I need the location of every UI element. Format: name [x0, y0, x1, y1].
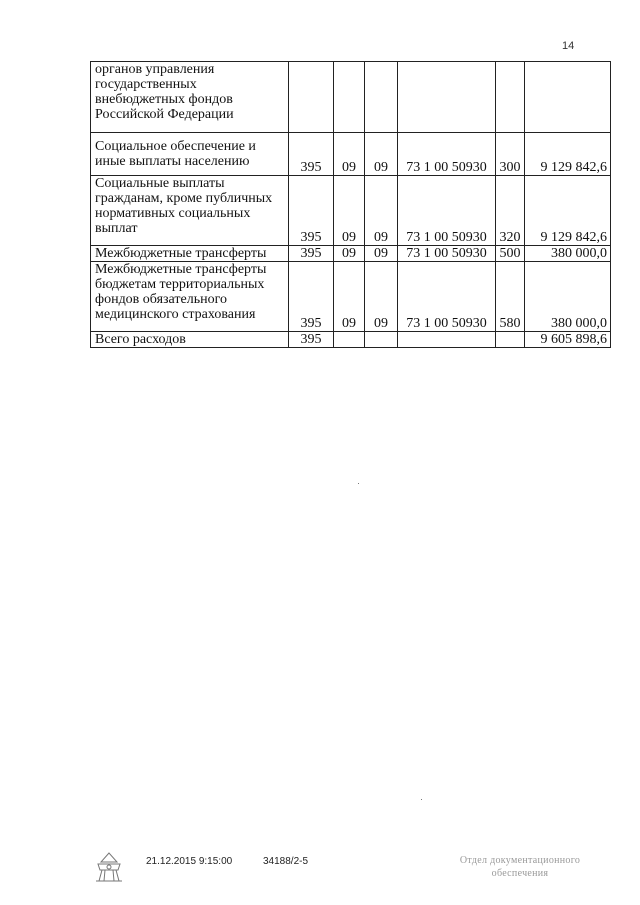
cell-sum [525, 62, 611, 133]
row-name: Межбюджетные трансферты [91, 246, 289, 262]
cell-pr [365, 332, 398, 348]
cell-rz [334, 62, 365, 133]
cell-ved: 395 [289, 176, 334, 246]
cell-vr: 320 [496, 176, 525, 246]
cell-sum: 380 000,0 [525, 262, 611, 332]
cell-csr: 73 1 00 50930 [398, 246, 496, 262]
cell-pr: 09 [365, 246, 398, 262]
cell-vr [496, 62, 525, 133]
row-name: Межбюджетные трансферты бюджетам территориальных фондов обязательного медицинского страхования [91, 262, 289, 332]
cell-pr: 09 [365, 133, 398, 176]
cell-sum: 9 129 842,6 [525, 133, 611, 176]
cell-ved: 395 [289, 246, 334, 262]
cell-ved: 395 [289, 332, 334, 348]
cell-vr: 580 [496, 262, 525, 332]
cell-vr [496, 332, 525, 348]
stamp-line: Отдел документационного [459, 855, 581, 866]
cell-csr [398, 62, 496, 133]
footer-datetime: 21.12.2015 9:15:00 [146, 856, 233, 867]
row-name: органов управления государственных внебюджетных фондов Российской Федерации [91, 62, 289, 133]
cell-ved [289, 62, 334, 133]
department-stamp [450, 854, 590, 880]
table-row [91, 133, 611, 176]
cell-rz: 09 [334, 262, 365, 332]
row-name: Социальное обеспечение и иные выплаты населению [91, 133, 289, 176]
row-name: Всего расходов [91, 332, 289, 348]
cell-rz [334, 332, 365, 348]
table-row [91, 246, 611, 262]
cell-pr: 09 [365, 262, 398, 332]
row-name: Социальные выплаты гражданам, кроме публичных нормативных социальных выплат [91, 176, 289, 246]
scan-speck [358, 483, 359, 484]
cell-csr [398, 332, 496, 348]
cell-sum: 9 605 898,6 [525, 332, 611, 348]
cell-ved: 395 [289, 262, 334, 332]
cell-ved: 395 [289, 133, 334, 176]
emblem-icon [92, 850, 126, 884]
page-number: 14 [562, 40, 575, 52]
cell-rz: 09 [334, 133, 365, 176]
table-row [91, 62, 611, 133]
cell-csr: 73 1 00 50930 [398, 262, 496, 332]
cell-pr [365, 62, 398, 133]
cell-rz: 09 [334, 176, 365, 246]
table-row [91, 262, 611, 332]
cell-vr: 300 [496, 133, 525, 176]
stamp-line: обеспечения [491, 868, 549, 879]
cell-vr: 500 [496, 246, 525, 262]
scan-speck [421, 799, 422, 800]
cell-sum: 9 129 842,6 [525, 176, 611, 246]
cell-pr: 09 [365, 176, 398, 246]
cell-csr: 73 1 00 50930 [398, 176, 496, 246]
cell-csr: 73 1 00 50930 [398, 133, 496, 176]
table-row [91, 332, 611, 348]
cell-sum: 380 000,0 [525, 246, 611, 262]
table-row [91, 176, 611, 246]
footer-doc-id: 34188/2-5 [263, 856, 309, 867]
budget-table [90, 61, 611, 348]
cell-rz: 09 [334, 246, 365, 262]
